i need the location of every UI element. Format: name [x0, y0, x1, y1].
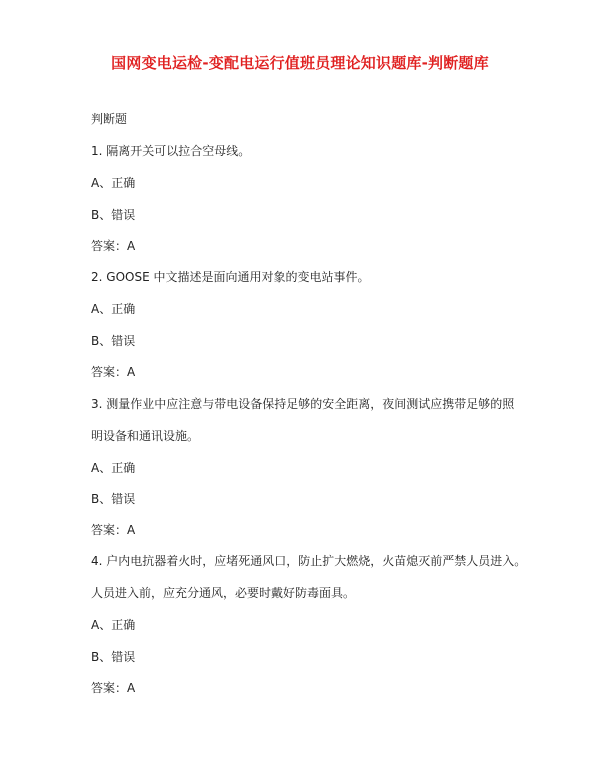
question-2-answer: 答案：A [91, 365, 136, 379]
question-1-text: 1. 隔离开关可以拉合空母线。 [91, 144, 251, 158]
question-2-option-a: A、正确 [91, 302, 136, 316]
question-2-option-b: B、错误 [91, 334, 136, 348]
question-2-text: 2. GOOSE 中文描述是面向通用对象的变电站事件。 [91, 270, 370, 284]
question-1-option-a: A、正确 [91, 176, 136, 190]
section-heading: 判断题 [91, 112, 128, 126]
question-4-answer: 答案：A [91, 681, 136, 695]
question-3-option-a: A、正确 [91, 461, 136, 475]
question-3-text-line-2: 明设备和通讯设施。 [91, 429, 200, 443]
question-1-option-b: B、错误 [91, 208, 136, 222]
question-1-answer: 答案：A [91, 239, 136, 253]
question-3-option-b: B、错误 [91, 492, 136, 506]
question-4-text-line-2: 人员进入前，应充分通风，必要时戴好防毒面具。 [91, 586, 356, 600]
question-4-option-b: B、错误 [91, 650, 136, 664]
question-4-text-line-1: 4. 户内电抗器着火时，应堵死通风口，防止扩大燃烧，火苗熄灭前严禁人员进入。 [91, 554, 527, 568]
question-3-answer: 答案：A [91, 523, 136, 537]
document-title: 国网变电运检-变配电运行值班员理论知识题库-判断题库 [111, 54, 489, 72]
question-4-option-a: A、正确 [91, 618, 136, 632]
question-3-text-line-1: 3. 测量作业中应注意与带电设备保持足够的安全距离，夜间测试应携带足够的照 [91, 397, 515, 411]
